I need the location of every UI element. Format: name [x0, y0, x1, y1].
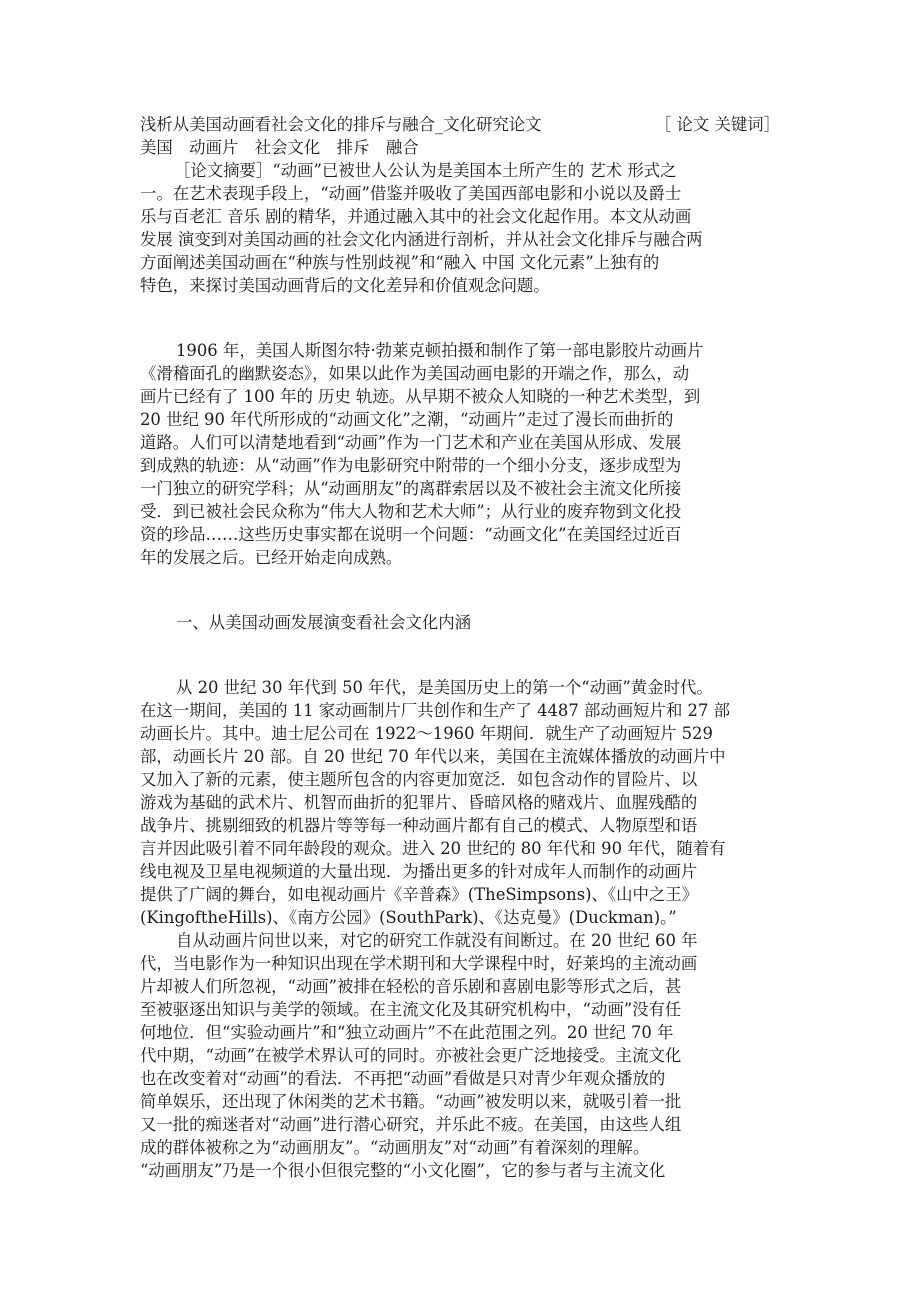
- text-line: 代，当电影作为一种知识出现在学术期刊和大学课程中时，好莱坞的主流动画: [140, 954, 698, 973]
- abstract-paragraph: [140, 159, 780, 297]
- title-row: [140, 113, 780, 136]
- text-line: 画片已经有了 100 年的 历史 轨迹。从早期不被众人知晓的一种艺术类型，到: [140, 387, 701, 406]
- text-line: 言并因此吸引着不同年龄段的观众。进入 20 世纪的 80 年代和 90 年代，随着有: [140, 839, 726, 858]
- paragraph-gap: [140, 657, 780, 676]
- text-line: 游戏为基础的武术片、机智而曲折的犯罪片、昏暗风格的赌戏片、血腥残酷的: [140, 793, 698, 812]
- text-line: (KingoftheHills)、《南方公园》(SouthPark)、《达克曼》(Duckman)。”: [140, 908, 677, 927]
- text-line: 资的珍品……这些历史事实都在说明一个问题：“动画文化”在美国经过近百: [140, 525, 682, 544]
- text-line: 一门独立的研究学科；从“动画朋友”的离群索居以及不被社会主流文化所接: [140, 479, 682, 498]
- article-title: 浅析从美国动画看社会文化的排斥与融合_文化研究论文: [140, 115, 542, 134]
- text-line: 发展 演变到对美国动画的社会文化内涵进行剖析，并从社会文化排斥与融合两: [140, 230, 703, 249]
- text-line: 提供了广阔的舞台，如电视动画片《辛普森》(TheSimpsons)、《山中之王》: [140, 885, 699, 904]
- paragraph-gap: [140, 320, 780, 339]
- text-line: 简单娱乐，还出现了休闲类的艺术书籍。“动画”被发明以来，就吸引着一批: [140, 1092, 682, 1111]
- text-line: 又一批的痴迷者对“动画”进行潜心研究，并乐此不疲。在美国，由这些人组: [140, 1115, 682, 1134]
- text-line: 《滑稽面孔的幽默姿态》，如果以此作为美国动画电影的开端之作，那么，动: [140, 364, 690, 383]
- body-paragraph: [140, 929, 780, 1182]
- text-line: 至被驱逐出知识与美学的领域。在主流文化及其研究机构中，“动画”没有任: [140, 1000, 682, 1019]
- text-line: 线电视及卫星电视频道的大量出现．为播出更多的针对成年人而制作的动画片: [140, 862, 698, 881]
- text-line: “动画朋友”乃是一个很小但很完整的“小文化圈”，它的参与者与主流文化: [140, 1161, 666, 1180]
- text-line: 成的群体被称之为“动画朋友”。“动画朋友”对“动画”有着深刻的理解。: [140, 1138, 650, 1157]
- text-line: 从 20 世纪 30 年代到 50 年代，是美国历史上的第一个“动画”黄金时代。: [176, 678, 713, 697]
- text-line: 战争片、挑剔细致的机器片等等每一种动画片都有自己的模式、人物原型和语: [140, 816, 698, 835]
- paragraph-gap: [140, 297, 780, 320]
- text-line: 到成熟的轨迹：从“动画”作为电影研究中附带的一个细小分支，逐步成型为: [140, 456, 682, 475]
- text-line: 又加入了新的元素，使主题所包含的内容更加宽泛．如包含动作的冒险片、以: [140, 770, 698, 789]
- text-line: 特色，来探讨美国动画背后的文化差异和价值观念问题。: [140, 276, 550, 295]
- intro-paragraph: [140, 339, 780, 569]
- section-heading: 一、从美国动画发展演变看社会文化内涵: [176, 613, 472, 632]
- text-line: 在这一期间，美国的 11 家动画制片厂共创作和生产了 4487 部动画短片和 27 部: [140, 701, 731, 720]
- text-line: 方面阐述美国动画在“种族与性别歧视”和“融入 中国 文化元素”上独有的: [140, 253, 660, 272]
- text-line: 乐与百老汇 音乐 剧的精华，并通过融入其中的社会文化起作用。本文从动画: [140, 207, 692, 226]
- text-line: 1906 年，美国人斯图尔特·勃莱克顿拍摄和制作了第一部电影胶片动画片: [176, 341, 704, 360]
- text-line: 受．到已被社会民众称为“伟大人物和艺术大师”；从行业的废弃物到文化投: [140, 502, 682, 521]
- text-line: 年的发展之后。已经开始走向成熟。: [140, 548, 403, 567]
- paragraph-gap: [140, 592, 780, 611]
- text-line: 自从动画片问世以来，对它的研究工作就没有间断过。在 20 世纪 60 年: [176, 931, 698, 950]
- text-line: 20 世纪 90 年代所形成的“动画文化”之潮，“动画片”走过了漫长而曲折的: [140, 410, 674, 429]
- paragraph-gap: [140, 634, 780, 657]
- text-line: 何地位．但“实验动画片”和“独立动画片”不在此范围之列。20 世纪 70 年: [140, 1023, 674, 1042]
- text-line: 部，动画长片 20 部。自 20 世纪 70 年代以来，美国在主流媒体播放的动画片中: [140, 747, 726, 766]
- paragraph-gap: [140, 569, 780, 592]
- keywords-line: 美国 动画片 社会文化 排斥 融合: [140, 138, 419, 157]
- text-line: ［论文摘要］“动画”已被世人公认为是美国本土所产生的 艺术 形式之: [174, 161, 677, 180]
- text-line: 片却被人们所忽视，“动画”被排在轻松的音乐剧和喜剧电影等形式之后，甚: [140, 977, 682, 996]
- document-page: [140, 113, 780, 1182]
- text-line: 代中期，“动画”在被学术界认可的同时。亦被社会更广泛地接受。主流文化: [140, 1046, 682, 1065]
- body-paragraph: [140, 676, 780, 929]
- keywords-label: ［ 论文 关键词］: [654, 115, 780, 134]
- text-line: 道路。人们可以清楚地看到“动画”作为一门艺术和产业在美国从形成、发展: [140, 433, 682, 452]
- text-line: 也在改变着对“动画”的看法．不再把“动画”看做是只对青少年观众播放的: [140, 1069, 666, 1088]
- text-line: 动画长片。其中。迪士尼公司在 1922～1960 年期间．就生产了动画短片 529: [140, 724, 713, 743]
- text-line: 一。在艺术表现手段上，“动画”借鉴并吸收了美国西部电影和小说以及爵士: [140, 184, 682, 203]
